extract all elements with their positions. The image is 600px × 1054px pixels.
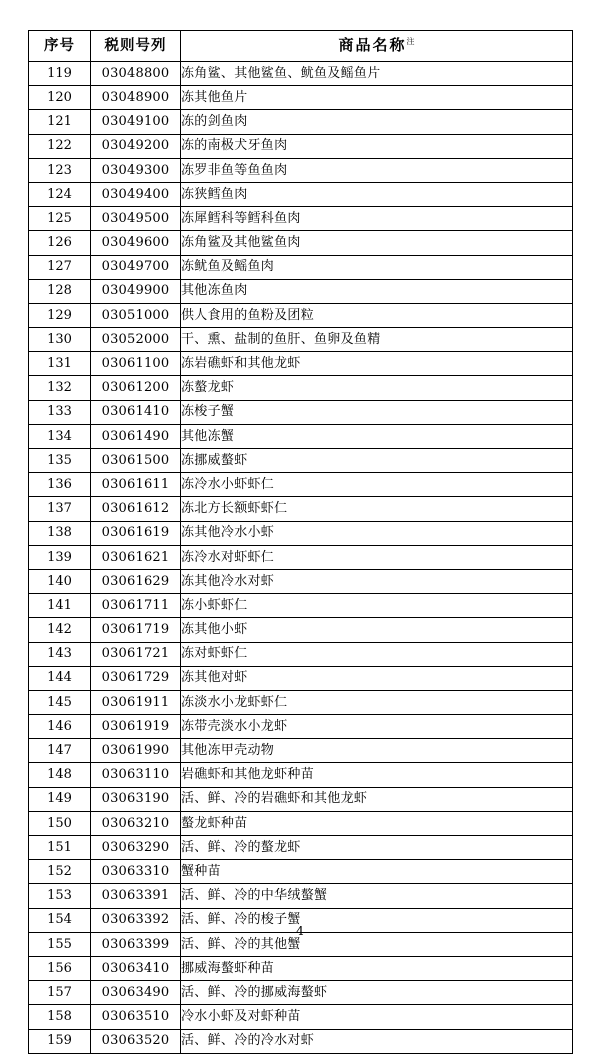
cell-sequence: 120 (29, 86, 91, 110)
cell-sequence: 151 (29, 836, 91, 860)
cell-commodity-name: 冻的剑鱼肉 (181, 110, 573, 134)
cell-tariff-code: 03049700 (91, 255, 181, 279)
table-row (29, 811, 573, 835)
cell-sequence: 157 (29, 981, 91, 1005)
table-row (29, 497, 573, 521)
cell-commodity-name: 冻的南极犬牙鱼肉 (181, 134, 573, 158)
cell-tariff-code: 03061490 (91, 424, 181, 448)
table-row (29, 110, 573, 134)
cell-tariff-code: 03048800 (91, 62, 181, 86)
cell-commodity-name: 活、鲜、冷的冷水对虾 (181, 1029, 573, 1053)
cell-sequence: 129 (29, 303, 91, 327)
cell-commodity-name: 冻冷水小虾虾仁 (181, 473, 573, 497)
table-header-row (29, 31, 573, 62)
cell-commodity-name: 螯龙虾种苗 (181, 811, 573, 835)
tariff-table (28, 30, 573, 1054)
cell-sequence: 127 (29, 255, 91, 279)
cell-commodity-name: 冻冷水对虾虾仁 (181, 545, 573, 569)
table-row (29, 328, 573, 352)
table-row (29, 400, 573, 424)
table-row (29, 690, 573, 714)
cell-sequence: 126 (29, 231, 91, 255)
table-row (29, 981, 573, 1005)
column-header-commodity-name-text: 商品名称 (338, 36, 407, 55)
cell-sequence: 132 (29, 376, 91, 400)
cell-sequence: 145 (29, 690, 91, 714)
cell-sequence: 155 (29, 932, 91, 956)
cell-sequence: 121 (29, 110, 91, 134)
table-row (29, 376, 573, 400)
table-row (29, 62, 573, 86)
cell-sequence: 130 (29, 328, 91, 352)
table-row (29, 303, 573, 327)
cell-sequence: 137 (29, 497, 91, 521)
cell-commodity-name: 活、鲜、冷的岩礁虾和其他龙虾 (181, 787, 573, 811)
cell-commodity-name: 冻角鲨及其他鲨鱼肉 (181, 231, 573, 255)
cell-tariff-code: 03061500 (91, 449, 181, 473)
table-body (29, 62, 573, 1054)
cell-commodity-name: 冻带壳淡水小龙虾 (181, 715, 573, 739)
cell-tariff-code: 03063190 (91, 787, 181, 811)
cell-sequence: 140 (29, 569, 91, 593)
cell-tariff-code: 03063490 (91, 981, 181, 1005)
table-row (29, 279, 573, 303)
cell-commodity-name: 干、熏、盐制的鱼肝、鱼卵及鱼精 (181, 328, 573, 352)
cell-commodity-name: 供人食用的鱼粉及团粒 (181, 303, 573, 327)
cell-commodity-name: 其他冻鱼肉 (181, 279, 573, 303)
table-row (29, 956, 573, 980)
cell-tariff-code: 03063510 (91, 1005, 181, 1029)
table-row (29, 739, 573, 763)
cell-tariff-code: 03061911 (91, 690, 181, 714)
table-row (29, 207, 573, 231)
table-row (29, 449, 573, 473)
cell-sequence: 136 (29, 473, 91, 497)
cell-tariff-code: 03049100 (91, 110, 181, 134)
table-row (29, 836, 573, 860)
column-header-footnote-marker: 注 (406, 37, 415, 47)
cell-tariff-code: 03061721 (91, 642, 181, 666)
cell-commodity-name: 冻淡水小龙虾虾仁 (181, 690, 573, 714)
cell-tariff-code: 03052000 (91, 328, 181, 352)
column-header-tariff-code: 税则号列 (91, 31, 181, 62)
cell-tariff-code: 03061719 (91, 618, 181, 642)
cell-sequence: 141 (29, 594, 91, 618)
cell-commodity-name: 活、鲜、冷的螯龙虾 (181, 836, 573, 860)
cell-sequence: 152 (29, 860, 91, 884)
cell-tariff-code: 03061629 (91, 569, 181, 593)
cell-tariff-code: 03061711 (91, 594, 181, 618)
cell-sequence: 124 (29, 182, 91, 206)
cell-tariff-code: 03049200 (91, 134, 181, 158)
table-row (29, 158, 573, 182)
table-row (29, 352, 573, 376)
cell-sequence: 125 (29, 207, 91, 231)
table-header (29, 31, 573, 62)
page-number: 4 (296, 923, 304, 938)
cell-commodity-name: 蟹种苗 (181, 860, 573, 884)
table-row (29, 182, 573, 206)
cell-tariff-code: 03063410 (91, 956, 181, 980)
cell-sequence: 134 (29, 424, 91, 448)
table-row (29, 618, 573, 642)
cell-commodity-name: 其他冻蟹 (181, 424, 573, 448)
cell-sequence: 147 (29, 739, 91, 763)
table-row (29, 424, 573, 448)
cell-commodity-name: 冻罗非鱼等鱼鱼肉 (181, 158, 573, 182)
column-header-sequence: 序号 (29, 31, 91, 62)
cell-sequence: 159 (29, 1029, 91, 1053)
cell-tariff-code: 03048900 (91, 86, 181, 110)
cell-sequence: 143 (29, 642, 91, 666)
cell-sequence: 119 (29, 62, 91, 86)
cell-commodity-name: 活、鲜、冷的梭子蟹 (181, 908, 573, 932)
table-row (29, 86, 573, 110)
table-row (29, 255, 573, 279)
cell-tariff-code: 03061990 (91, 739, 181, 763)
cell-commodity-name: 活、鲜、冷的中华绒螯蟹 (181, 884, 573, 908)
cell-commodity-name: 冻其他冷水对虾 (181, 569, 573, 593)
cell-commodity-name: 活、鲜、冷的其他蟹 (181, 932, 573, 956)
cell-tariff-code: 03049900 (91, 279, 181, 303)
table-row (29, 473, 573, 497)
cell-sequence: 135 (29, 449, 91, 473)
cell-tariff-code: 03049600 (91, 231, 181, 255)
cell-commodity-name: 冻挪威螯虾 (181, 449, 573, 473)
cell-sequence: 144 (29, 666, 91, 690)
table-row (29, 860, 573, 884)
table-row (29, 787, 573, 811)
cell-commodity-name: 冻其他冷水小虾 (181, 521, 573, 545)
cell-tariff-code: 03061621 (91, 545, 181, 569)
cell-tariff-code: 03063210 (91, 811, 181, 835)
cell-tariff-code: 03061919 (91, 715, 181, 739)
cell-tariff-code: 03061729 (91, 666, 181, 690)
cell-commodity-name: 冻北方长额虾虾仁 (181, 497, 573, 521)
cell-commodity-name: 冻岩礁虾和其他龙虾 (181, 352, 573, 376)
table-row (29, 134, 573, 158)
cell-commodity-name: 冷水小虾及对虾种苗 (181, 1005, 573, 1029)
cell-commodity-name: 冻角鲨、其他鲨鱼、鱿鱼及鳐鱼片 (181, 62, 573, 86)
cell-commodity-name: 冻小虾虾仁 (181, 594, 573, 618)
cell-commodity-name: 岩礁虾和其他龙虾种苗 (181, 763, 573, 787)
column-header-commodity-name (181, 31, 573, 62)
cell-commodity-name: 冻梭子蟹 (181, 400, 573, 424)
cell-tariff-code: 03061619 (91, 521, 181, 545)
table-row (29, 594, 573, 618)
table-row (29, 884, 573, 908)
cell-sequence: 123 (29, 158, 91, 182)
cell-commodity-name: 挪威海螯虾种苗 (181, 956, 573, 980)
cell-tariff-code: 03049400 (91, 182, 181, 206)
cell-tariff-code: 03063290 (91, 836, 181, 860)
cell-tariff-code: 03063110 (91, 763, 181, 787)
cell-commodity-name: 冻螯龙虾 (181, 376, 573, 400)
cell-sequence: 128 (29, 279, 91, 303)
cell-sequence: 139 (29, 545, 91, 569)
table-row (29, 1029, 573, 1053)
cell-tariff-code: 03049500 (91, 207, 181, 231)
table-row (29, 545, 573, 569)
cell-sequence: 133 (29, 400, 91, 424)
cell-sequence: 156 (29, 956, 91, 980)
cell-tariff-code: 03049300 (91, 158, 181, 182)
cell-sequence: 122 (29, 134, 91, 158)
cell-sequence: 146 (29, 715, 91, 739)
cell-commodity-name: 冻狭鳕鱼肉 (181, 182, 573, 206)
cell-commodity-name: 冻其他对虾 (181, 666, 573, 690)
cell-tariff-code: 03061410 (91, 400, 181, 424)
cell-sequence: 148 (29, 763, 91, 787)
cell-commodity-name: 冻其他鱼片 (181, 86, 573, 110)
table-row (29, 1005, 573, 1029)
cell-tariff-code: 03061612 (91, 497, 181, 521)
cell-sequence: 158 (29, 1005, 91, 1029)
cell-sequence: 142 (29, 618, 91, 642)
cell-commodity-name: 活、鲜、冷的挪威海螯虾 (181, 981, 573, 1005)
cell-commodity-name: 冻犀鳕科等鳕科鱼肉 (181, 207, 573, 231)
cell-tariff-code: 03063391 (91, 884, 181, 908)
cell-tariff-code: 03063310 (91, 860, 181, 884)
cell-tariff-code: 03063520 (91, 1029, 181, 1053)
cell-tariff-code: 03063399 (91, 932, 181, 956)
cell-sequence: 149 (29, 787, 91, 811)
cell-tariff-code: 03061611 (91, 473, 181, 497)
table-row (29, 666, 573, 690)
table-row (29, 763, 573, 787)
cell-tariff-code: 03051000 (91, 303, 181, 327)
table-row (29, 231, 573, 255)
table-row (29, 521, 573, 545)
cell-commodity-name: 冻其他小虾 (181, 618, 573, 642)
cell-tariff-code: 03063392 (91, 908, 181, 932)
cell-tariff-code: 03061100 (91, 352, 181, 376)
cell-commodity-name: 其他冻甲壳动物 (181, 739, 573, 763)
table-row (29, 642, 573, 666)
cell-tariff-code: 03061200 (91, 376, 181, 400)
cell-sequence: 154 (29, 908, 91, 932)
table-row (29, 715, 573, 739)
cell-commodity-name: 冻对虾虾仁 (181, 642, 573, 666)
cell-sequence: 150 (29, 811, 91, 835)
cell-sequence: 138 (29, 521, 91, 545)
table-row (29, 569, 573, 593)
cell-sequence: 131 (29, 352, 91, 376)
cell-commodity-name: 冻鱿鱼及鳐鱼肉 (181, 255, 573, 279)
cell-sequence: 153 (29, 884, 91, 908)
